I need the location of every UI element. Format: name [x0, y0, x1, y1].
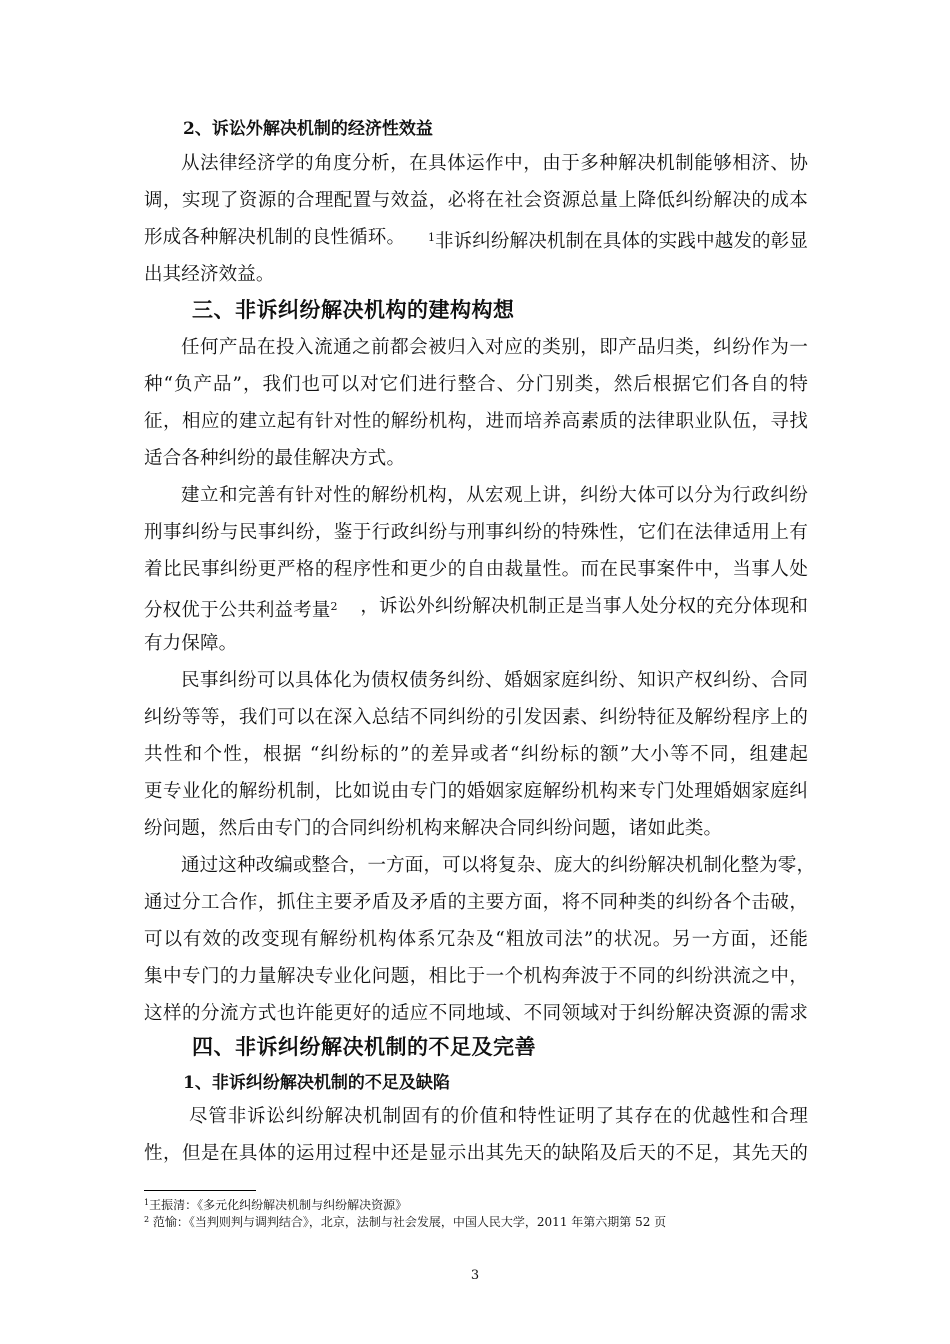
line-segment-text: 非诉纠纷解决机制在具体的实践中越发的彰显 — [434, 231, 808, 252]
paragraph-line: 纠纷等等，我们可以在深入总结不同纠纷的引发因素、纠纷特征及解纷程序上的 — [144, 707, 808, 728]
paragraph-line: 有力保障。 — [144, 633, 238, 654]
section-heading-3: 三、非诉纠纷解决机构的建构构想 — [192, 297, 515, 322]
line-segment — [428, 226, 808, 254]
line-segment: 形成各种解决机制的良性循环。 — [144, 227, 406, 248]
paragraph-line: 调，实现了资源的合理配置与效益，必将在社会资源总量上降低纠纷解决的成本 — [144, 190, 808, 211]
footnote-1 — [144, 1195, 407, 1213]
paragraph-line: 这样的分流方式也许能更好的适应不同地域、不同领域对于纠纷解决资源的需求 — [144, 1003, 808, 1024]
paragraph-line: 共性和个性，根据 “纠纷标的”的差异或者“纠纷标的额”大小等不同，组建起 — [144, 744, 808, 765]
paragraph-line: 尽管非诉讼纠纷解决机制固有的价值和特性证明了其存在的优越性和合理 — [189, 1106, 808, 1127]
paragraph-line: 任何产品在投入流通之前都会被归入对应的类别，即产品归类，纠纷作为一 — [181, 337, 808, 358]
footnote-ref-1: 1 — [427, 231, 435, 244]
subheading-economic-benefit: 2、诉讼外解决机制的经济性效益 — [183, 119, 433, 139]
footnote-text: 范愉：《当判则判与调判结合》，北京，法制与社会发展，中国人民大学，2011 年第六期第 52 页 — [149, 1215, 667, 1229]
paragraph-line: 通过分工合作，抓住主要矛盾及矛盾的主要方面，将不同种类的纠纷各个击破， — [144, 892, 808, 913]
subheading-shortcomings: 1、非诉纠纷解决机制的不足及缺陷 — [183, 1073, 450, 1093]
paragraph-line: 征，相应的建立起有针对性的解纷机构，进而培养高素质的法律职业队伍，寻找 — [144, 411, 808, 432]
paragraph-line: 从法律经济学的角度分析，在具体运作中，由于多种解决机制能够相济、协 — [181, 153, 808, 174]
paragraph-line: 纷问题，然后由专门的合同纠纷机构来解决合同纠纷问题，诸如此类。 — [144, 818, 723, 839]
paragraph-line: 集中专门的力量解决专业化问题，相比于一个机构奔波于不同的纠纷洪流之中， — [144, 966, 808, 987]
paragraph-line: 出其经济效益。 — [144, 264, 275, 285]
paragraph-line: 民事纠纷可以具体化为债权债务纠纷、婚姻家庭纠纷、知识产权纠纷、合同 — [181, 670, 808, 691]
section-heading-4: 四、非诉纠纷解决机制的不足及完善 — [192, 1034, 536, 1059]
paragraph-line: 建立和完善有针对性的解纷机构，从宏观上讲，纠纷大体可以分为行政纠纷 — [181, 485, 808, 506]
paragraph-line: 种“负产品”，我们也可以对它们进行整合、分门别类，然后根据它们各自的特 — [144, 374, 808, 395]
line-segment: ，诉讼外纠纷解决机制正是当事人处分权的充分体现和 — [360, 596, 808, 617]
line-segment-text: 分权优于公共利益考量 — [144, 600, 331, 621]
footnote-mark: 1 — [144, 1198, 150, 1207]
page-number: 3 — [470, 1268, 480, 1283]
paragraph-line: 通过这种改编或整合，一方面，可以将复杂、庞大的纠纷解决机制化整为零， — [181, 855, 816, 876]
paragraph-line: 性，但是在具体的运用过程中还是显示出其先天的缺陷及后天的不足，其先天的 — [144, 1143, 808, 1164]
paragraph-line: 着比民事纠纷更严格的程序性和更少的自由裁量性。而在民事案件中，当事人处 — [144, 559, 808, 580]
paragraph-line — [144, 595, 808, 623]
paragraph-line: 适合各种纠纷的最佳解决方式。 — [144, 448, 406, 469]
footnote-text: 王振清：《多元化纠纷解决机制与纠纷解决资源》 — [149, 1198, 408, 1212]
footnote-separator — [144, 1190, 256, 1191]
line-segment — [144, 595, 338, 623]
paragraph-line: 可以有效的改变现有解纷机构体系冗杂及“粗放司法”的状况。另一方面，还能 — [144, 929, 808, 950]
footnote-2 — [144, 1212, 666, 1230]
footnote-ref-2: 2 — [330, 600, 338, 613]
footnote-mark: 2 — [144, 1215, 150, 1224]
paragraph-line — [144, 226, 808, 254]
paragraph-line: 更专业化的解纷机制，比如说由专门的婚姻家庭解纷机构来专门处理婚姻家庭纠 — [144, 781, 808, 802]
paragraph-line: 刑事纠纷与民事纠纷，鉴于行政纠纷与刑事纠纷的特殊性，它们在法律适用上有 — [144, 522, 808, 543]
